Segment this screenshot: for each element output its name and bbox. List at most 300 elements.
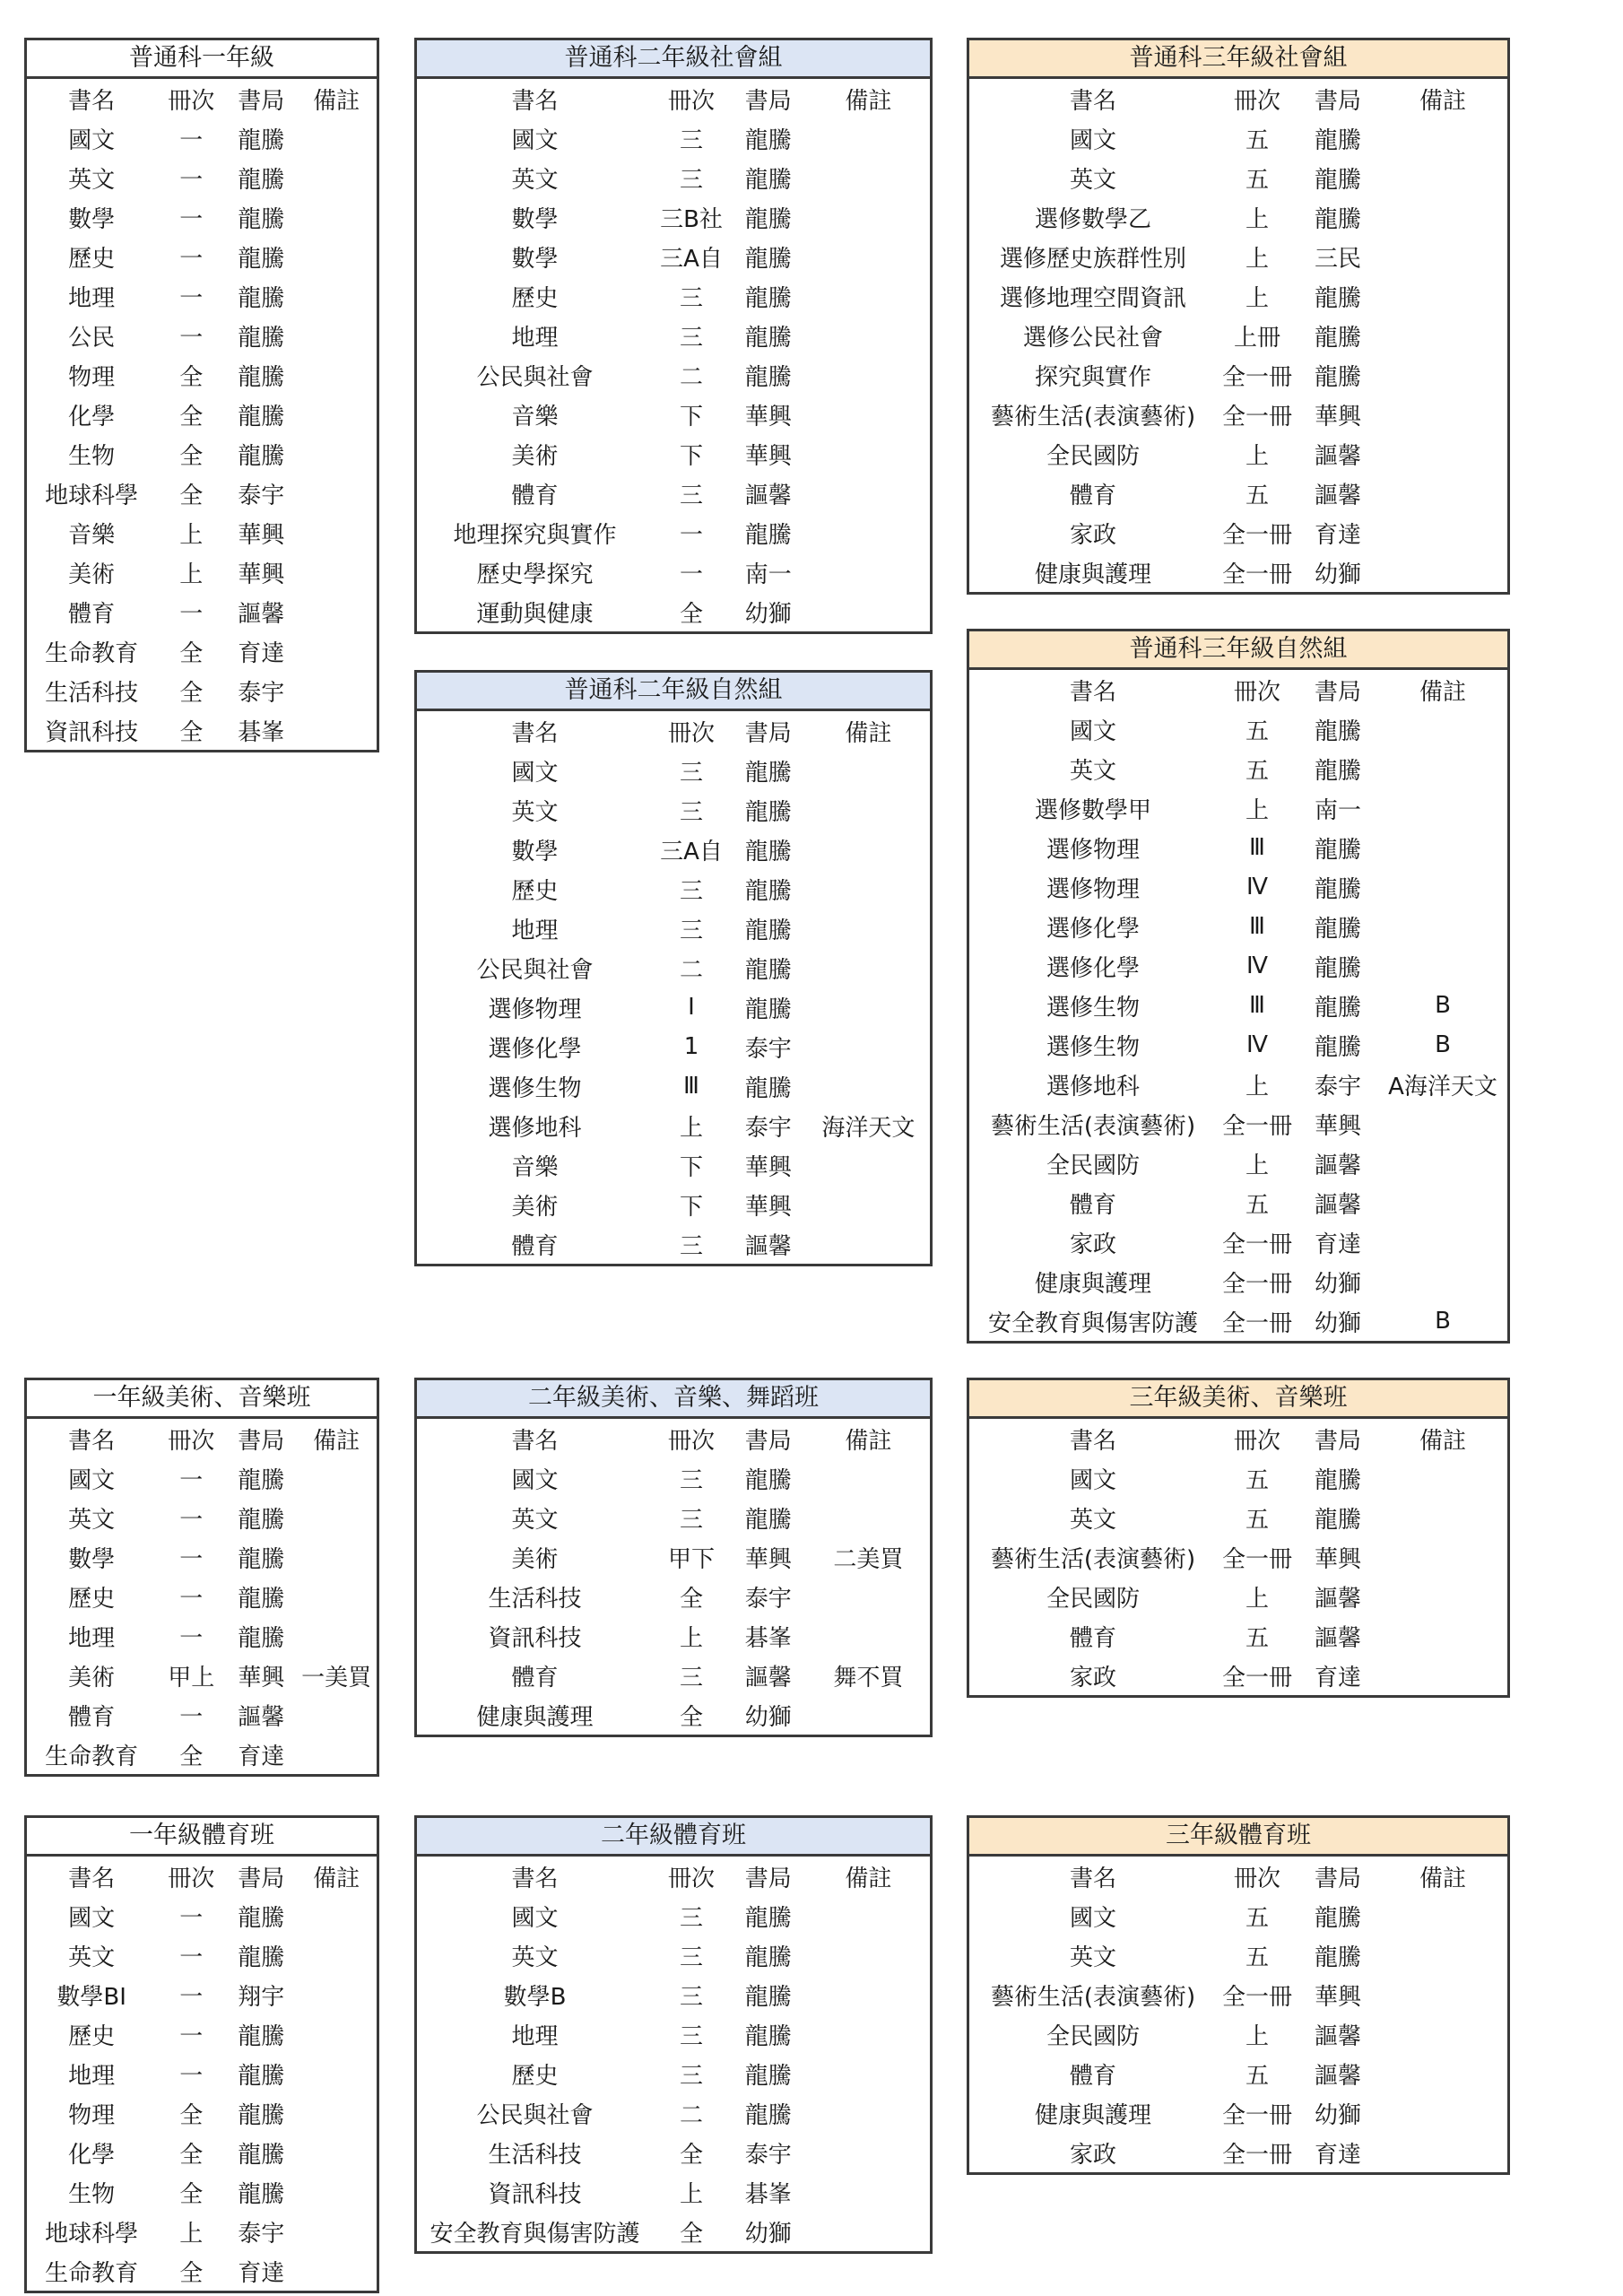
book-name: 體育 <box>511 1232 559 1260</box>
book-name: 體育 <box>1069 1191 1116 1219</box>
table-row <box>417 751 930 790</box>
publisher: 泰宇 <box>238 482 285 509</box>
publisher: 泰宇 <box>744 1035 792 1063</box>
publisher: 謳馨 <box>744 482 792 509</box>
volume: 一 <box>680 521 704 549</box>
volume: 全一冊 <box>1221 521 1292 549</box>
book-name: 安全教育與傷害防護 <box>430 2220 640 2248</box>
book-name: 全民國防 <box>1046 442 1140 470</box>
table-row <box>417 1975 930 2014</box>
book-name: 數學B <box>503 1983 567 2011</box>
volume: 一 <box>179 1545 204 1573</box>
table-row <box>27 2054 377 2093</box>
publisher: 謳馨 <box>744 1664 792 1692</box>
volume: 全一冊 <box>1221 1664 1292 1692</box>
book-name: 公民與社會 <box>476 363 594 391</box>
table-row <box>27 513 377 552</box>
book-name: 英文 <box>1069 166 1116 194</box>
table-row <box>417 869 930 909</box>
volume: 一 <box>179 166 204 194</box>
volume: 1 <box>683 1033 699 1060</box>
book-name: 英文 <box>1069 757 1116 785</box>
table-row <box>969 1896 1507 1935</box>
table-row <box>27 1735 377 1774</box>
table-row <box>417 1106 930 1145</box>
book-name: 藝術生活(表演藝術) <box>990 1545 1196 1573</box>
table-row <box>969 434 1507 474</box>
column-header: 冊次 <box>168 87 215 115</box>
volume: 上 <box>179 2220 204 2248</box>
column-header: 書局 <box>238 1427 285 1455</box>
book-name: 國文 <box>68 1904 116 1932</box>
book-name: 探究與實作 <box>1034 363 1151 391</box>
column-header-row <box>417 1419 930 1458</box>
column-header: 書名 <box>1069 1865 1116 1892</box>
volume: Ⅲ <box>1249 913 1265 940</box>
column-header: 書名 <box>511 87 559 115</box>
publisher: 龍騰 <box>1314 954 1361 982</box>
publisher: 龍騰 <box>238 166 285 194</box>
table-row <box>969 513 1507 552</box>
book-name: 選修生物 <box>1046 994 1140 1022</box>
table-row <box>27 1537 377 1577</box>
book-name: 健康與護理 <box>476 1703 594 1731</box>
book-name: 生活科技 <box>45 679 139 707</box>
table-row <box>969 118 1507 158</box>
table-row <box>27 237 377 276</box>
book-name: 體育 <box>511 1664 559 1692</box>
remark: B <box>1435 1308 1451 1335</box>
book-name: 美術 <box>68 561 116 588</box>
volume: 下 <box>680 403 704 430</box>
column-header: 備註 <box>313 1427 360 1455</box>
volume: 全 <box>179 363 204 391</box>
table-row <box>27 474 377 513</box>
publisher: 泰宇 <box>744 2141 792 2169</box>
table-t6 <box>24 1378 379 1777</box>
book-name: 體育 <box>68 1703 116 1731</box>
table-t3 <box>967 38 1510 595</box>
publisher: 龍騰 <box>744 759 792 787</box>
table-row <box>27 2172 377 2212</box>
volume: 二 <box>680 2101 704 2129</box>
table-row <box>969 552 1507 592</box>
publisher: 三民 <box>1314 245 1361 273</box>
volume: Ⅲ <box>1249 992 1265 1019</box>
column-header: 冊次 <box>1233 678 1280 706</box>
book-name: 地理 <box>511 2022 559 2050</box>
publisher: 龍騰 <box>238 2101 285 2129</box>
table-t11 <box>967 1815 1510 2175</box>
book-name: 英文 <box>1069 1506 1116 1534</box>
book-name: 選修地科 <box>488 1114 582 1142</box>
book-name: 生命教育 <box>45 639 139 667</box>
volume: 五 <box>1245 1624 1269 1652</box>
publisher: 龍騰 <box>744 521 792 549</box>
publisher: 育達 <box>1314 1231 1361 1258</box>
volume: 全 <box>179 482 204 509</box>
table-row <box>27 434 377 474</box>
publisher: 育達 <box>238 1743 285 1770</box>
column-header: 冊次 <box>168 1427 215 1455</box>
publisher: 翔宇 <box>238 1983 285 2011</box>
publisher: 南一 <box>1314 796 1361 824</box>
publisher: 碁峯 <box>744 1624 792 1652</box>
table-row <box>969 1144 1507 1183</box>
book-name: 家政 <box>1069 2141 1116 2169</box>
table-row <box>417 1066 930 1106</box>
column-header: 備註 <box>845 1427 892 1455</box>
publisher: 泰宇 <box>238 679 285 707</box>
table-row <box>27 2251 377 2291</box>
volume: 三 <box>680 1466 704 1494</box>
volume: 三 <box>680 759 704 787</box>
column-header: 書局 <box>238 87 285 115</box>
table-row <box>417 1537 930 1577</box>
table-t2 <box>414 38 933 634</box>
volume: 一 <box>179 1466 204 1494</box>
remark: 一美買 <box>301 1664 372 1692</box>
volume: 三 <box>680 798 704 826</box>
book-name: 英文 <box>511 166 559 194</box>
book-name: 選修生物 <box>1046 1033 1140 1061</box>
table-row <box>417 552 930 592</box>
column-header-row <box>27 79 377 118</box>
table-row <box>417 830 930 869</box>
book-name: 數學 <box>68 1545 116 1573</box>
table-row <box>969 1183 1507 1222</box>
volume: 全 <box>179 403 204 430</box>
publisher: 龍騰 <box>1314 324 1361 352</box>
publisher: 龍騰 <box>744 1944 792 1971</box>
table-title: 三年級體育班 <box>969 1818 1507 1857</box>
book-name: 國文 <box>1069 1466 1116 1494</box>
publisher: 謳馨 <box>238 1703 285 1731</box>
publisher: 碁峯 <box>238 718 285 746</box>
table-row <box>969 1458 1507 1498</box>
book-name: 生物 <box>68 2180 116 2208</box>
book-name: 國文 <box>511 126 559 154</box>
column-header-row <box>969 79 1507 118</box>
volume: 全 <box>179 2141 204 2169</box>
publisher: 謳馨 <box>1314 442 1361 470</box>
column-header: 備註 <box>1419 678 1466 706</box>
publisher: 龍騰 <box>238 245 285 273</box>
book-name: 國文 <box>511 1904 559 1932</box>
book-name: 體育 <box>1069 482 1116 509</box>
table-row <box>27 1498 377 1537</box>
volume: 上 <box>680 2180 704 2208</box>
column-header: 書名 <box>1069 87 1116 115</box>
volume: 三 <box>680 1232 704 1260</box>
volume: 三 <box>680 1904 704 1932</box>
book-name: 選修化學 <box>1046 954 1140 982</box>
table-row <box>417 2093 930 2133</box>
book-name: 美術 <box>511 1545 559 1573</box>
table-row <box>969 907 1507 946</box>
column-header: 書名 <box>511 1865 559 1892</box>
column-header: 書局 <box>238 1865 285 1892</box>
publisher: 龍騰 <box>238 442 285 470</box>
remark: B <box>1435 1031 1451 1058</box>
publisher: 龍騰 <box>238 324 285 352</box>
book-name: 歷史學探究 <box>476 561 594 588</box>
volume: 全 <box>179 639 204 667</box>
publisher: 華興 <box>1314 403 1361 430</box>
book-name: 地理探究與實作 <box>453 521 617 549</box>
book-name: 全民國防 <box>1046 1585 1140 1613</box>
column-header: 書局 <box>1314 1427 1361 1455</box>
column-header-row <box>417 711 930 751</box>
volume: 二 <box>680 956 704 984</box>
volume: 下 <box>680 1193 704 1221</box>
table-row <box>27 118 377 158</box>
table-row <box>27 395 377 434</box>
table-title: 普通科二年級自然組 <box>417 673 930 711</box>
book-name: 選修物理 <box>1046 836 1140 864</box>
publisher: 龍騰 <box>744 126 792 154</box>
publisher: 華興 <box>238 521 285 549</box>
publisher: 龍騰 <box>1314 1033 1361 1061</box>
volume: 一 <box>179 126 204 154</box>
table-t1 <box>24 38 379 752</box>
book-name: 地理 <box>68 2062 116 2090</box>
volume: 全一冊 <box>1221 1983 1292 2011</box>
table-row <box>27 1896 377 1935</box>
table-row <box>969 316 1507 355</box>
volume: 全 <box>680 2220 704 2248</box>
book-name: 藝術生活(表演藝術) <box>990 1983 1196 2011</box>
book-name: 選修物理 <box>1046 875 1140 903</box>
publisher: 育達 <box>238 2259 285 2287</box>
book-name: 選修地理空間資訊 <box>999 284 1186 312</box>
book-name: 歷史 <box>68 2022 116 2050</box>
publisher: 幼獅 <box>1314 1309 1361 1337</box>
table-row <box>417 1458 930 1498</box>
book-name: 選修公民社會 <box>1022 324 1163 352</box>
table-row <box>417 316 930 355</box>
table-row <box>969 788 1507 828</box>
column-header: 書名 <box>68 1865 116 1892</box>
volume: 三 <box>680 1983 704 2011</box>
publisher: 龍騰 <box>744 956 792 984</box>
table-t9 <box>24 1815 379 2293</box>
publisher: 華興 <box>1314 1112 1361 1140</box>
table-row <box>969 2133 1507 2172</box>
book-name: 安全教育與傷害防護 <box>987 1309 1198 1337</box>
book-name: 國文 <box>511 1466 559 1494</box>
column-header: 冊次 <box>1233 87 1280 115</box>
publisher: 龍騰 <box>238 2022 285 2050</box>
column-header: 書名 <box>68 87 116 115</box>
volume: 五 <box>1245 757 1269 785</box>
volume: 全 <box>179 718 204 746</box>
book-name: 英文 <box>68 1506 116 1534</box>
table-row <box>417 2133 930 2172</box>
volume: 三 <box>680 126 704 154</box>
book-name: 國文 <box>1069 718 1116 745</box>
publisher: 龍騰 <box>1314 284 1361 312</box>
book-name: 體育 <box>1069 1624 1116 1652</box>
volume: 全一冊 <box>1221 2141 1292 2169</box>
table-row <box>27 355 377 395</box>
column-header: 書局 <box>744 1865 792 1892</box>
table-row <box>969 2014 1507 2054</box>
table-title: 普通科三年級自然組 <box>969 631 1507 670</box>
book-name: 地理 <box>511 917 559 944</box>
book-name: 化學 <box>68 2141 116 2169</box>
book-name: 化學 <box>68 403 116 430</box>
book-name: 英文 <box>68 1944 116 1971</box>
table-row <box>969 1262 1507 1301</box>
publisher: 龍騰 <box>744 2062 792 2090</box>
table-row <box>27 552 377 592</box>
column-header: 冊次 <box>668 1865 716 1892</box>
publisher: 龍騰 <box>744 2022 792 2050</box>
volume: 三 <box>680 2022 704 2050</box>
table-row <box>27 631 377 671</box>
volume: 一 <box>179 1506 204 1534</box>
volume: 三 <box>680 917 704 944</box>
table-row <box>969 1577 1507 1616</box>
publisher: 華興 <box>1314 1545 1361 1573</box>
table-row <box>27 276 377 316</box>
publisher: 龍騰 <box>744 245 792 273</box>
volume: 一 <box>680 561 704 588</box>
volume: 一 <box>179 284 204 312</box>
book-name: 選修數學乙 <box>1034 205 1151 233</box>
volume: 上 <box>1245 1152 1269 1179</box>
table-row <box>27 1458 377 1498</box>
book-name: 地理 <box>68 284 116 312</box>
book-name: 體育 <box>511 482 559 509</box>
publisher: 龍騰 <box>1314 836 1361 864</box>
publisher: 龍騰 <box>744 166 792 194</box>
book-name: 歷史 <box>511 877 559 905</box>
table-row <box>27 2093 377 2133</box>
table-row <box>27 158 377 197</box>
publisher: 龍騰 <box>744 917 792 944</box>
publisher: 龍騰 <box>1314 1506 1361 1534</box>
book-name: 選修地科 <box>1046 1073 1140 1100</box>
column-header: 書局 <box>744 1427 792 1455</box>
table-title: 普通科二年級社會組 <box>417 40 930 79</box>
table-row <box>969 1025 1507 1065</box>
publisher: 龍騰 <box>238 403 285 430</box>
table-title: 一年級美術、音樂班 <box>27 1380 377 1419</box>
publisher: 華興 <box>744 442 792 470</box>
book-name: 國文 <box>1069 126 1116 154</box>
column-header: 備註 <box>845 719 892 747</box>
book-name: 國文 <box>68 126 116 154</box>
column-header: 備註 <box>313 1865 360 1892</box>
publisher: 龍騰 <box>744 205 792 233</box>
volume: 上 <box>179 561 204 588</box>
column-header: 冊次 <box>1233 1865 1280 1892</box>
publisher: 泰宇 <box>744 1585 792 1613</box>
column-header-row <box>969 670 1507 709</box>
column-header: 書名 <box>1069 1427 1116 1455</box>
column-header-row <box>417 79 930 118</box>
table-row <box>417 1224 930 1264</box>
table-row <box>969 158 1507 197</box>
volume: 上 <box>1245 245 1269 273</box>
remark: 二美買 <box>833 1545 904 1573</box>
book-name: 英文 <box>1069 1944 1116 1971</box>
book-name: 選修化學 <box>1046 915 1140 943</box>
publisher: 謳馨 <box>744 1232 792 1260</box>
volume: 一 <box>179 1904 204 1932</box>
publisher: 龍騰 <box>744 1466 792 1494</box>
table-row <box>417 1656 930 1695</box>
table-t4 <box>414 670 933 1266</box>
publisher: 龍騰 <box>238 2062 285 2090</box>
book-name: 藝術生活(表演藝術) <box>990 403 1196 430</box>
book-name: 生物 <box>68 442 116 470</box>
remark: 海洋天文 <box>821 1114 916 1142</box>
table-row <box>969 986 1507 1025</box>
volume: 全 <box>179 2259 204 2287</box>
book-name: 物理 <box>68 363 116 391</box>
column-header: 備註 <box>1419 1427 1466 1455</box>
table-row <box>27 2212 377 2251</box>
table-row <box>417 197 930 237</box>
publisher: 龍騰 <box>1314 205 1361 233</box>
volume: 下 <box>680 1153 704 1181</box>
table-row <box>27 1616 377 1656</box>
column-header: 備註 <box>845 87 892 115</box>
book-name: 體育 <box>68 600 116 628</box>
book-name: 公民 <box>68 324 116 352</box>
publisher: 泰宇 <box>238 2220 285 2248</box>
publisher: 華興 <box>1314 1983 1361 2011</box>
volume: 五 <box>1245 718 1269 745</box>
volume: 上 <box>680 1624 704 1652</box>
column-header-row <box>417 1857 930 1896</box>
book-name: 公民與社會 <box>476 956 594 984</box>
volume: Ⅳ <box>1246 952 1268 979</box>
table-row <box>417 1498 930 1537</box>
publisher: 龍騰 <box>744 1904 792 1932</box>
volume: 三 <box>680 877 704 905</box>
book-name: 音樂 <box>511 403 559 430</box>
column-header: 書名 <box>68 1427 116 1455</box>
table-t8 <box>967 1378 1510 1698</box>
table-t7 <box>414 1378 933 1737</box>
volume: 全 <box>179 679 204 707</box>
column-header: 書名 <box>511 1427 559 1455</box>
publisher: 龍騰 <box>744 2101 792 2129</box>
volume: 五 <box>1245 1904 1269 1932</box>
volume: 一 <box>179 2062 204 2090</box>
book-name: 體育 <box>1069 2062 1116 2090</box>
book-name: 美術 <box>511 442 559 470</box>
volume: 三 <box>680 2062 704 2090</box>
book-name: 健康與護理 <box>1034 2101 1151 2129</box>
volume: Ⅲ <box>1249 834 1265 861</box>
book-name: 數學 <box>511 838 559 865</box>
column-header-row <box>27 1857 377 1896</box>
volume: 三 <box>680 324 704 352</box>
publisher: 龍騰 <box>744 996 792 1023</box>
publisher: 龍騰 <box>744 363 792 391</box>
publisher: 龍騰 <box>744 1074 792 1102</box>
volume: 一 <box>179 1703 204 1731</box>
table-row <box>417 474 930 513</box>
table-row <box>969 1975 1507 2014</box>
table-row <box>417 1577 930 1616</box>
remark: 舞不買 <box>833 1664 904 1692</box>
